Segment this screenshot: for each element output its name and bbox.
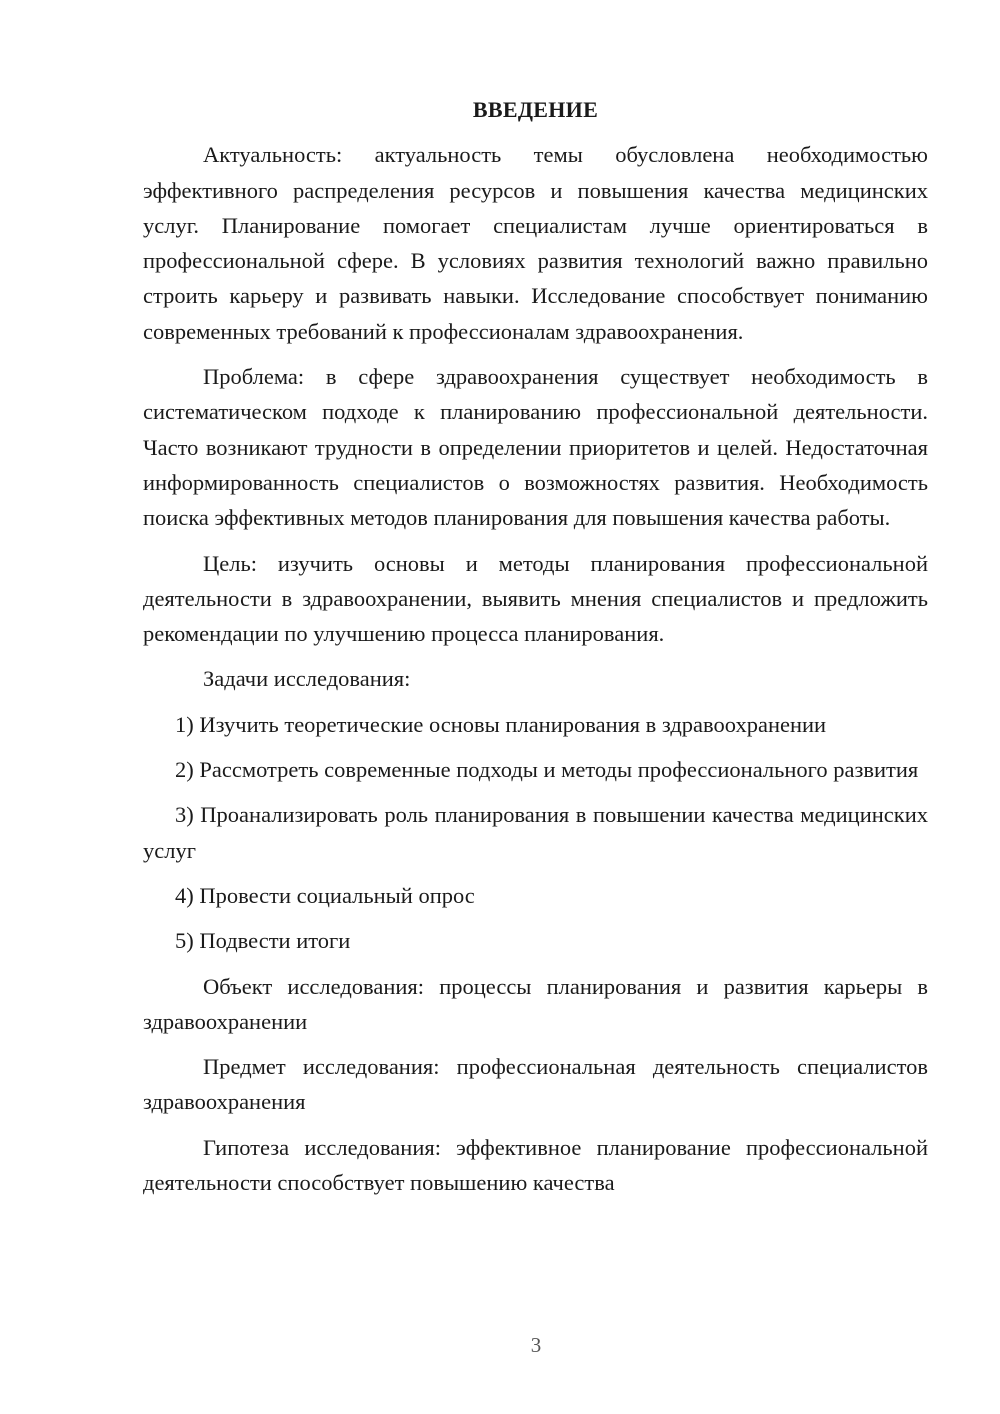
hypothesis-paragraph: Гипотеза исследования: эффективное планирование профессиональной деятельности способствует повышению качества <box>143 1134 928 1196</box>
problem-paragraph: Проблема: в сфере здравоохранения существует необходимость в систематическом подходе к планированию профессиональной деятельности. Часто возникают трудности в определении приоритетов и целей. Недостаточная информированность специалистов о возможностях развития. Необходимость поиска эффективных методов планирования для повышения качества работы. <box>143 364 928 531</box>
goal-paragraph: Цель: изучить основы и методы планирования профессиональной деятельности в здравоохранении, выявить мнения специалистов и предложить рекомендации по улучшению процесса планирования. <box>143 550 928 647</box>
subject-paragraph: Предмет исследования: профессиональная деятельность специалистов здравоохранения <box>143 1054 928 1115</box>
task-item: 1) Изучить теоретические основы планирования в здравоохранении <box>175 711 827 737</box>
section-title: ВВЕДЕНИЕ <box>472 97 599 122</box>
document-page <box>143 92 928 1210</box>
page-number: 3 <box>530 1333 542 1357</box>
task-item: 3) Проанализировать роль планирования в повышении качества медицинских услуг <box>143 802 928 863</box>
task-item: 2) Рассмотреть современные подходы и методы профессионального развития <box>175 757 919 783</box>
task-item: 5) Подвести итоги <box>175 928 351 954</box>
relevance-paragraph: Актуальность: актуальность темы обусловлена необходимостью эффективного распределения ресурсов и повышения качества медицинских услуг. Планирование помогает специалистам лучше ориентироваться в профессиональной сфере. В условиях развития технологий важно правильно строить карьеру и развивать навыки. Исследование способствует пониманию современных требований к профессионалам здравоохранения. <box>143 142 928 344</box>
object-paragraph: Объект исследования: процессы планирования и развития карьеры в здравоохранении <box>143 973 928 1034</box>
task-item: 4) Провести социальный опрос <box>175 882 475 908</box>
tasks-heading: Задачи исследования: <box>203 666 411 692</box>
